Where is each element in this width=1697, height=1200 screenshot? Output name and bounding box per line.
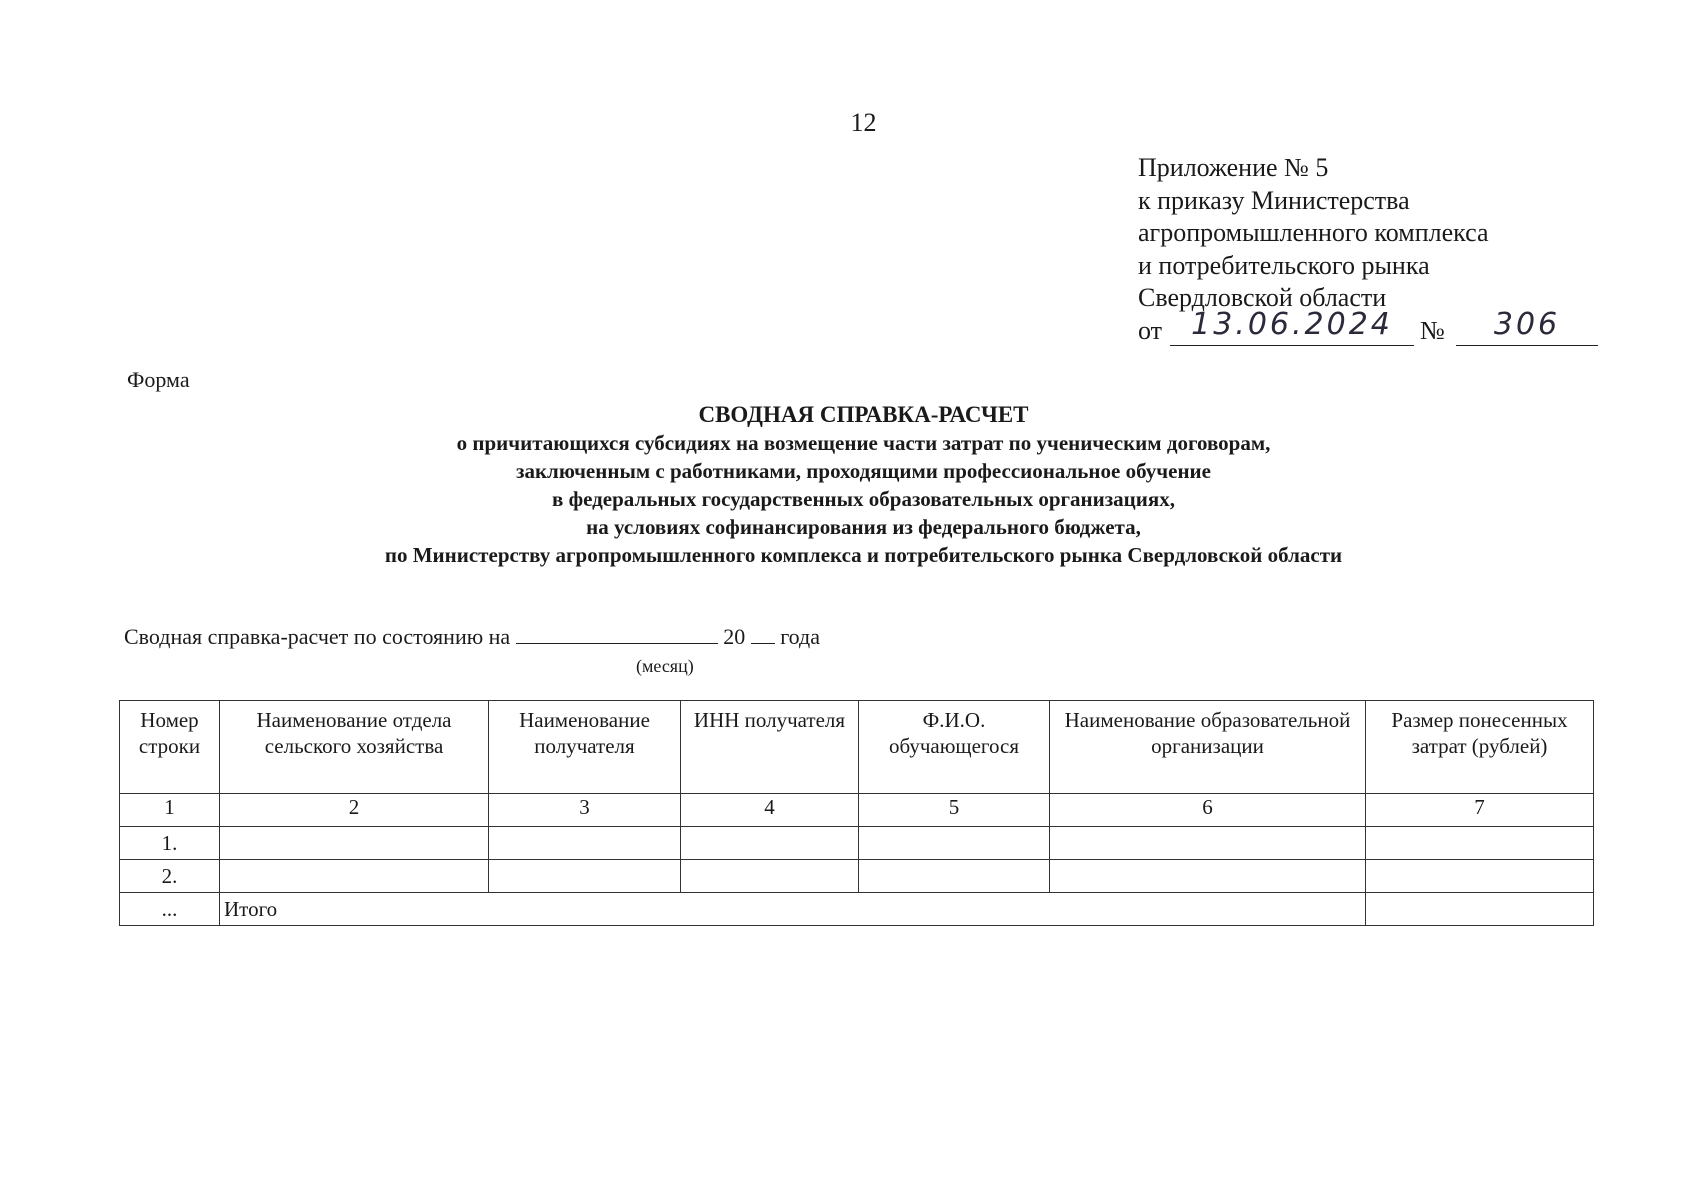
header-inn: ИНН получателя <box>681 701 859 794</box>
title-line: о причитающихся субсидиях на возмещение части затрат по ученическим договорам, <box>456 431 1271 455</box>
total-value <box>1366 893 1594 926</box>
table-cell <box>220 827 489 860</box>
table-cell <box>681 827 859 860</box>
table-cell <box>489 827 681 860</box>
appendix-line: к приказу Министерства <box>1138 185 1410 215</box>
date-prefix: от <box>1138 315 1163 345</box>
month-blank <box>516 625 718 644</box>
table-cell <box>859 827 1050 860</box>
table-cell <box>681 860 859 893</box>
column-number: 4 <box>681 794 859 827</box>
appendix-title: Приложение № 5 <box>1138 153 1329 182</box>
column-number: 7 <box>1366 794 1594 827</box>
column-number: 2 <box>220 794 489 827</box>
month-note: (месяц) <box>636 656 694 676</box>
header-education-org: Наименование образовательной организации <box>1050 701 1366 794</box>
report-date-line <box>124 624 820 650</box>
appendix-line: и потребительского рынка <box>1138 250 1430 280</box>
header-department: Наименование отдела сельского хозяйства <box>220 701 489 794</box>
title-line: на условиях софинансирования из федерального бюджета, <box>586 515 1141 539</box>
subsidy-table <box>119 700 1594 926</box>
title-main: СВОДНАЯ СПРАВКА-РАСЧЕТ <box>698 402 1029 427</box>
order-date-number-row <box>1138 306 1561 351</box>
document-title <box>0 400 1697 569</box>
table-cell <box>220 860 489 893</box>
appendix-block <box>1138 152 1561 351</box>
appendix-line: Свердловской области <box>1138 283 1387 312</box>
column-number: 5 <box>859 794 1050 827</box>
row-number: 2. <box>120 860 220 893</box>
number-sign: № <box>1420 315 1445 345</box>
form-label: Форма <box>127 367 190 392</box>
table-cell <box>1366 860 1594 893</box>
title-line: в федеральных государственных образовательных организациях, <box>552 487 1175 511</box>
appendix-line: агропромышленного комплекса <box>1138 218 1489 247</box>
table-cell <box>489 860 681 893</box>
column-number: 3 <box>489 794 681 827</box>
year-prefix: 20 <box>723 624 746 649</box>
title-line: по Министерству агропромышленного комплекса и потребительского рынка Свердловской области <box>384 543 1343 567</box>
table-cell <box>1366 827 1594 860</box>
header-trainee-name: Ф.И.О. обучающегося <box>859 701 1050 794</box>
report-date-suffix: года <box>780 624 821 649</box>
column-number: 6 <box>1050 794 1366 827</box>
column-numbers-row <box>120 794 1594 827</box>
page-number: 12 <box>850 108 877 137</box>
table-header-row <box>120 701 1594 794</box>
year-blank <box>751 625 775 644</box>
order-number-handwritten: 306 <box>1456 307 1598 346</box>
report-date-prefix: Сводная справка-расчет по состоянию на <box>124 624 511 649</box>
header-costs: Размер понесенных затрат (рублей) <box>1366 701 1594 794</box>
header-row-number: Номер строки <box>120 701 220 794</box>
table-cell <box>859 860 1050 893</box>
total-row <box>120 893 1594 926</box>
column-number: 1 <box>120 794 220 827</box>
order-date-handwritten: 13.06.2024 <box>1170 307 1414 346</box>
total-label: Итого <box>220 893 1366 926</box>
total-row-number: ... <box>120 893 220 926</box>
table-row <box>120 827 1594 860</box>
table-row <box>120 860 1594 893</box>
header-recipient: Наименование получателя <box>489 701 681 794</box>
title-line: заключенным с работниками, проходящими профессиональное обучение <box>516 459 1211 483</box>
table-cell <box>1050 860 1366 893</box>
row-number: 1. <box>120 827 220 860</box>
table-cell <box>1050 827 1366 860</box>
